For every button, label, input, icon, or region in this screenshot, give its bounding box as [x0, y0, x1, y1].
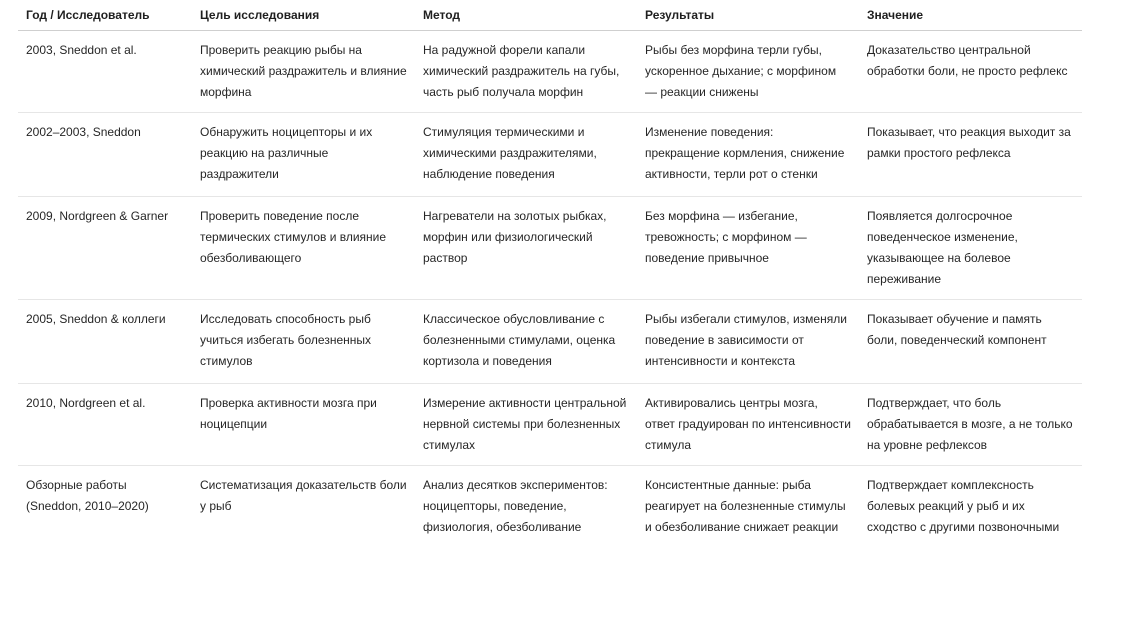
cell-method: На радужной форели капали химический раздражитель на губы, часть рыб получала морфин [415, 30, 637, 112]
research-table [18, 0, 1082, 549]
header-year: Год / Исследователь [18, 0, 192, 30]
cell-method: Измерение активности центральной нервной системы при болезненных стимулах [415, 383, 637, 465]
table-row [18, 30, 1082, 112]
cell-results: Рыбы избегали стимулов, изменяли поведение в зависимости от интенсивности и контекста [637, 299, 859, 383]
cell-year: Обзорные работы (Sneddon, 2010–2020) [26, 477, 149, 513]
cell-results: Рыбы без морфина терли губы, ускоренное дыхание; с морфином — реакции снижены [637, 30, 859, 112]
cell-year: 2002–2003, Sneddon [18, 112, 192, 196]
table-row [18, 112, 1082, 196]
cell-goal: Проверить поведение после термических стимулов и влияние обезболивающего [192, 196, 415, 299]
table-row [18, 299, 1082, 383]
cell-results: Изменение поведения: прекращение кормления, снижение активности, терли рот о стенки [637, 112, 859, 196]
table-row [18, 196, 1082, 299]
cell-significance: Подтверждает комплексность болевых реакций у рыб и их сходство с другими позвоночными [867, 477, 1060, 534]
cell-results: Консистентные данные: рыба реагирует на болезненные стимулы и обезболивание снижает реакции [645, 477, 846, 534]
header-results: Результаты [637, 0, 859, 30]
cell-goal: Систематизация доказательств боли у рыб [200, 477, 407, 513]
cell-results: Активировались центры мозга, ответ градуирован по интенсивности стимула [637, 383, 859, 465]
cell-method: Нагреватели на золотых рыбках, морфин или физиологический раствор [415, 196, 637, 299]
cell-year: 2005, Sneddon & коллеги [18, 299, 192, 383]
table-row [18, 465, 1082, 549]
cell-significance: Показывает, что реакция выходит за рамки простого рефлекса [859, 112, 1082, 196]
cell-method: Классическое обусловливание с болезненными стимулами, оценка кортизола и поведения [415, 299, 637, 383]
table-row [18, 383, 1082, 465]
cell-year: 2010, Nordgreen et al. [18, 383, 192, 465]
cell-significance: Доказательство центральной обработки боли, не просто рефлекс [859, 30, 1082, 112]
cell-goal: Обнаружить ноцицепторы и их реакцию на различные раздражители [192, 112, 415, 196]
cell-significance: Подтверждает, что боль обрабатывается в мозге, а не только на уровне рефлексов [859, 383, 1082, 465]
table-header-row [18, 0, 1082, 30]
cell-significance: Показывает обучение и память боли, поведенческий компонент [859, 299, 1082, 383]
header-significance: Значение [859, 0, 1082, 30]
cell-method: Анализ десятков экспериментов: ноцицепторы, поведение, физиология, обезболивание [423, 477, 608, 534]
cell-significance: Появляется долгосрочное поведенческое изменение, указывающее на болевое переживание [859, 196, 1082, 299]
cell-goal: Проверить реакцию рыбы на химический раздражитель и влияние морфина [192, 30, 415, 112]
cell-goal: Проверка активности мозга при ноцицепции [192, 383, 415, 465]
cell-results: Без морфина — избегание, тревожность; с морфином — поведение привычное [637, 196, 859, 299]
cell-goal: Исследовать способность рыб учиться избегать болезненных стимулов [192, 299, 415, 383]
cell-year: 2003, Sneddon et al. [18, 30, 192, 112]
cell-year: 2009, Nordgreen & Garner [18, 196, 192, 299]
header-goal: Цель исследования [192, 0, 415, 30]
cell-method: Стимуляция термическими и химическими раздражителями, наблюдение поведения [415, 112, 637, 196]
header-method: Метод [415, 0, 637, 30]
research-table-container [18, 0, 1082, 549]
